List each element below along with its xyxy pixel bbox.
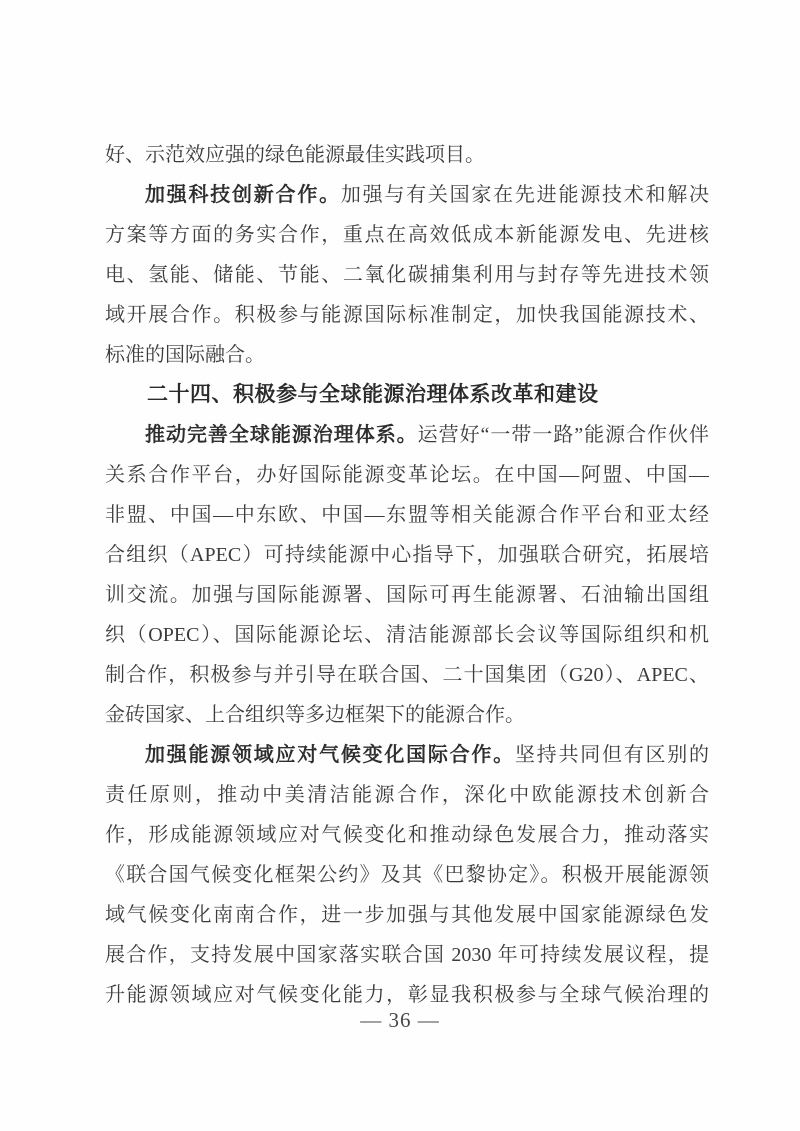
body-line: [105, 735, 709, 775]
body-line: 域开展合作。积极参与能源国际标准制定，加快我国能源技术、: [105, 304, 709, 326]
section-heading: 二十四、积极参与全球能源治理体系改革和建设: [147, 383, 599, 406]
body-line: 训交流。加强与国际能源署、国际可再生能源署、石油输出国组: [105, 584, 709, 606]
body-line: 合组织（APEC）可持续能源中心指导下，加强联合研究，拓展培: [105, 544, 709, 566]
body-line: 展合作，支持发展中国家落实联合国 2030 年可持续发展议程，提: [105, 944, 709, 966]
page-number: — 36 —: [360, 1008, 440, 1032]
body-line: 金砖国家、上合组织等多边框架下的能源合作。: [105, 704, 525, 726]
document-text-block: [105, 135, 709, 1015]
body-line: 域气候变化南南合作，进一步加强与其他发展中国家能源绿色发: [105, 904, 709, 926]
body-line: 织（OPEC）、国际能源论坛、清洁能源部长会议等国际组织和机: [105, 624, 709, 646]
body-line: 电、氢能、储能、节能、二氧化碳捕集利用与封存等先进技术领: [105, 264, 709, 286]
paragraph-lead: 加强科技创新合作。: [145, 184, 341, 206]
paragraph-text: 运营好“一带一路”能源合作伙伴: [417, 424, 709, 446]
body-line: 制合作，积极参与并引导在联合国、二十国集团（G20）、APEC、: [105, 664, 709, 686]
paragraph-lead: 加强能源领域应对气候变化国际合作。: [145, 744, 515, 766]
body-line: 升能源领域应对气候变化能力，彰显我积极参与全球气候治理的: [105, 984, 709, 1006]
paragraph-lead: 推动完善全球能源治理体系。: [145, 424, 418, 446]
body-line: 非盟、中国—中东欧、中国—东盟等相关能源合作平台和亚太经: [105, 504, 709, 526]
body-line: 方案等方面的务实合作，重点在高效低成本新能源发电、先进核: [105, 224, 709, 246]
body-line: 好、示范效应强的绿色能源最佳实践项目。: [105, 144, 485, 166]
body-line: [105, 175, 709, 215]
paragraph-text: 坚持共同但有区别的: [514, 744, 709, 766]
body-line: 标准的国际融合。: [105, 344, 265, 366]
body-line: 《联合国气候变化框架公约》及其《巴黎协定》。积极开展能源领: [105, 864, 709, 886]
body-line: 责任原则，推动中美清洁能源合作，深化中欧能源技术创新合: [105, 784, 709, 806]
body-line: 作，形成能源领域应对气候变化和推动绿色发展合力，推动落实: [105, 824, 709, 846]
body-line: [105, 415, 709, 455]
body-line: 关系合作平台，办好国际能源变革论坛。在中国—阿盟、中国—: [105, 464, 709, 486]
paragraph-text: 加强与有关国家在先进能源技术和解决: [340, 184, 709, 206]
